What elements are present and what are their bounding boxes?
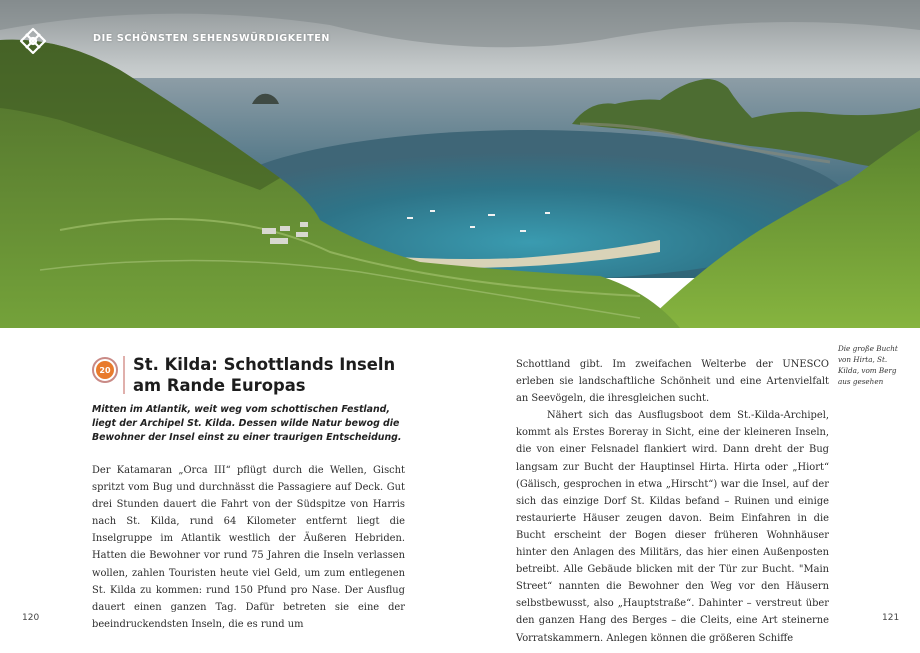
- celtic-knot-icon: [18, 26, 48, 56]
- title-divider: [123, 356, 125, 394]
- article-title-line-1: St. Kilda: Schottlands Inseln: [133, 355, 396, 374]
- page-number-left: 120: [22, 613, 40, 623]
- text-column-left: [92, 462, 405, 633]
- page-number-right: 121: [882, 613, 900, 623]
- text-column-right: [516, 356, 829, 647]
- body-paragraph: Nähert sich das Ausflugsboot dem St.-Kilda-Archipel, kommt als Erstes Boreray in Sicht, eine der kleineren Inseln, die von einer Felsnadel flankiert wird. Dann dreht der Bug langsam zur Bucht der Hauptinsel Hirta. Hirta oder „Hiort“ (Gälisch, gesprochen in etwa „Hirscht“) war die Insel, auf der sich das einzige Dorf St. Kildas befand – Ruinen und einige restaurierte Häuser zeugen davon. Beim Einfahren in die Bucht erscheint der Bogen dieser früheren Wohnhäuser hinter den Anlagen des Militärs, das hier einen Außenposten betreibt. Alle Gebäude blicken mit der Tür zur Bucht. "Main Street“ nannten die Bewohner den Weg vor den Häusern selbstbewusst, also „Hauptstraße“. Dahinter – verstreut über den ganzen Hang des Berges – die Cleits, eine Art steinerne Vorratskammern. Anlegen können die größeren Schiffe: [516, 410, 829, 644]
- article-title: [133, 354, 403, 396]
- photo-caption: Die große Bucht von Hirta, St. Kilda, vom Berg aus gesehen: [838, 344, 898, 386]
- article-title-line-2: am Rande Europas: [133, 376, 306, 395]
- section-title: DIE SCHÖNSTEN SEHENSWÜRDIGKEITEN: [93, 33, 331, 44]
- article-lead: Mitten im Atlantik, weit weg vom schottischen Festland, liegt der Archipel St. Kilda. Dessen wilde Natur bewog die Bewohner der Insel einst zu einer traurigen Entscheidung.: [92, 404, 402, 443]
- chapter-number-badge: [92, 357, 118, 383]
- body-paragraph: Schottland gibt. Im zweifachen Welterbe der UNESCO erleben sie landschaftliche Schönheit und eine Artenvielfalt an Seevögeln, die ihresgleichen sucht.: [516, 359, 829, 405]
- chapter-number: 20: [96, 361, 114, 379]
- body-paragraph: Der Katamaran „Orca III“ pflügt durch die Wellen, Gischt spritzt vom Bug und durchnässt die Passagiere auf Deck. Gut drei Stunden dauert die Fahrt von der Südspitze von Harris nach St. Kilda, rund 64 Kilometer entfernt liegt die Inselgruppe im Atlantik westlich der Äußeren Hebriden. Hatten die Bewohner vor rund 75 Jahren die Inseln verlassen wollen, zahlen Touristen heute viel Geld, um zum entlegenen St. Kilda zu kommen: rund 150 Pfund pro Nase. Der Ausflug dauert einen ganzen Tag. Dafür betreten sie eine der beeindruckendsten Inseln, die es rund um: [92, 465, 405, 630]
